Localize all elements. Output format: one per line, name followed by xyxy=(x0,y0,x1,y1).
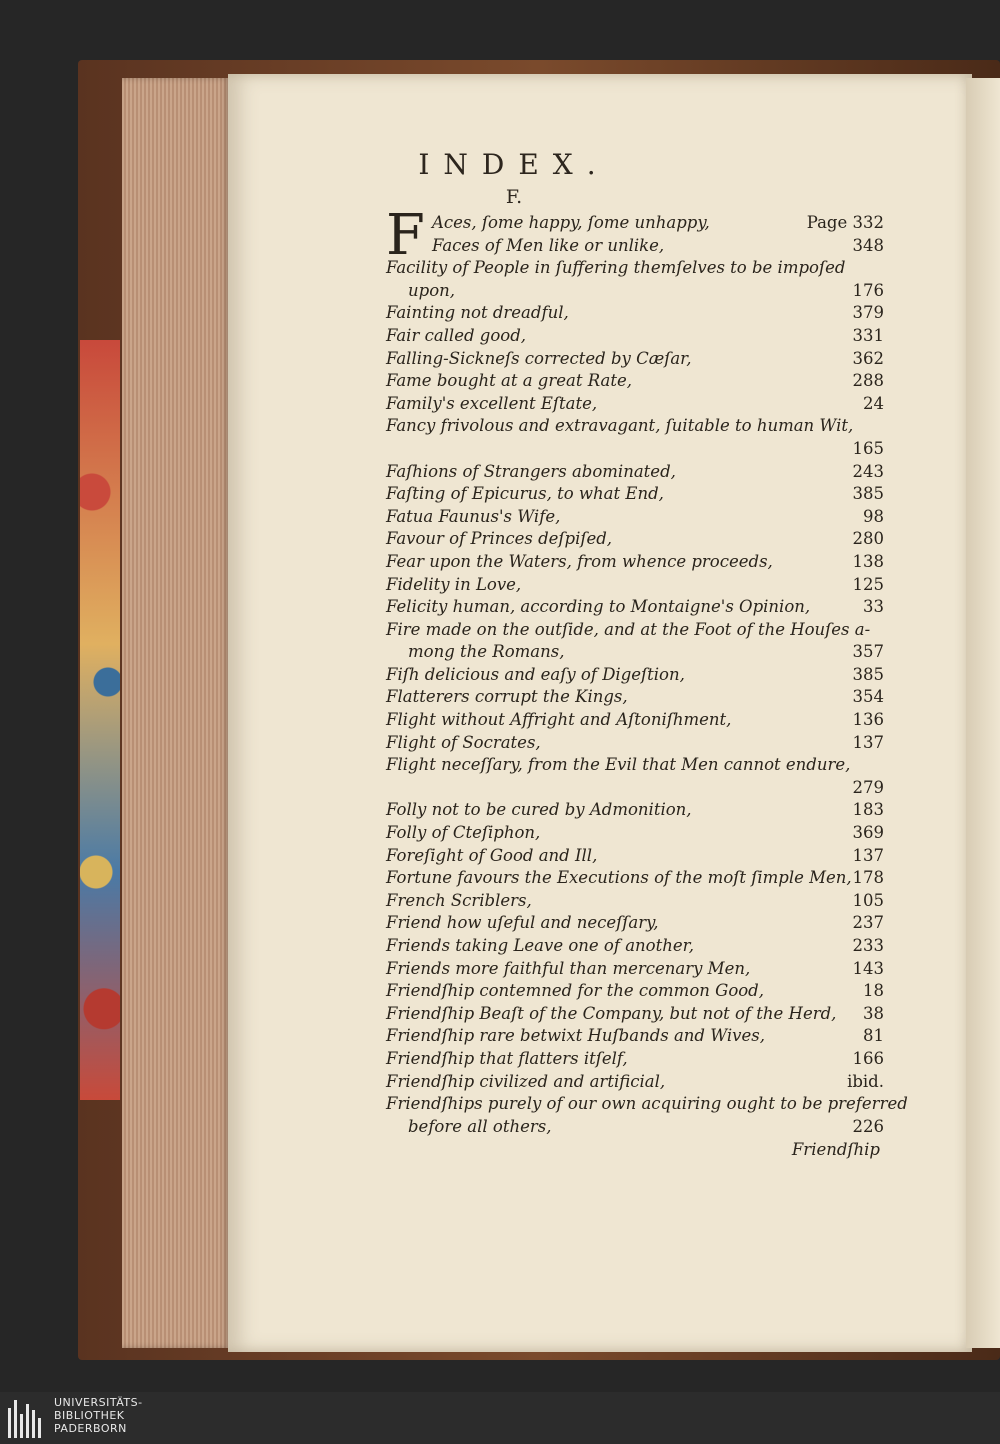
index-entry xyxy=(386,732,884,755)
page-title: INDEX. xyxy=(418,148,610,181)
entry-text: Friends taking Leave one of another, xyxy=(386,936,694,955)
entry-page: 354 xyxy=(852,687,884,707)
entry-text: Friendſhip Beaſt of the Company, but not of the Herd, xyxy=(386,1003,837,1023)
entry-page: 166 xyxy=(852,1048,884,1068)
index-entry xyxy=(386,1025,884,1048)
catchword: Friendſhip xyxy=(791,1140,880,1159)
entry-page: 379 xyxy=(852,303,884,323)
index-entry xyxy=(386,302,884,325)
entry-text: Fiſh delicious and eaſy of Digeſtion, xyxy=(386,664,685,684)
index-entry xyxy=(386,415,884,438)
entry-page: 183 xyxy=(852,800,884,820)
entry-page: 288 xyxy=(852,371,884,391)
index-entry xyxy=(386,483,884,506)
entry-text: Fair called good, xyxy=(386,325,527,345)
entry-page: 279 xyxy=(852,777,884,797)
index-entry xyxy=(386,235,884,258)
entry-text: Faſhions of Strangers abominated, xyxy=(386,461,676,481)
entry-page: 138 xyxy=(852,551,884,571)
entry-text: Falling-Sickneſs corrected by Cæſar, xyxy=(386,348,692,368)
entry-text: Friendſhip rare betwixt Huſbands and Wives, xyxy=(386,1026,765,1046)
entry-text: Friendſhip contemned for the common Good, xyxy=(386,981,764,1001)
index-entry xyxy=(386,641,884,664)
index-entry xyxy=(386,1003,884,1026)
entry-text: Friends more faithful than mercenary Men, xyxy=(386,958,751,978)
entry-page: Page 332 xyxy=(806,213,884,232)
index-entry xyxy=(386,686,884,709)
library-name-line: BIBLIOTHEK xyxy=(54,1409,125,1422)
entry-page: 98 xyxy=(863,506,884,526)
entry-text: Family's excellent Eſtate, xyxy=(386,393,598,413)
library-name-line: UNIVERSITÄTS- xyxy=(54,1396,143,1409)
index-entry xyxy=(386,845,884,868)
entry-page: ibid. xyxy=(847,1071,884,1091)
index-entry xyxy=(386,325,884,348)
entry-text: Aces, ſome happy, ſome unhappy, xyxy=(432,213,710,232)
entry-text: Fortune favours the Executions of the moſt ſimple Men, xyxy=(386,868,852,888)
entry-text: Facility of People in ſuffering themſelves to be impoſed xyxy=(386,258,846,278)
entry-text: Flatterers corrupt the Kings, xyxy=(386,687,628,707)
entry-text: Fainting not dreadful, xyxy=(386,303,569,323)
marbled-endpaper xyxy=(80,340,120,1100)
entry-page: 178 xyxy=(852,868,884,888)
index-entry xyxy=(386,393,884,416)
entry-page: 176 xyxy=(852,280,884,300)
index-entry xyxy=(386,1093,908,1116)
entry-text: Fame bought at a great Rate, xyxy=(386,371,633,391)
entry-page: 105 xyxy=(852,890,884,910)
index-entry xyxy=(386,754,884,777)
entry-text: Friend how uſeful and neceſſary, xyxy=(386,913,659,933)
index-entry xyxy=(386,212,884,235)
entry-page: 331 xyxy=(852,325,884,345)
index-entry xyxy=(386,867,884,890)
entry-text: Flight without Affright and Aſtoniſhment, xyxy=(386,710,732,730)
index-entry xyxy=(386,1116,884,1139)
page-edges xyxy=(122,78,230,1348)
entry-text: French Scriblers, xyxy=(386,890,532,910)
entry-page: 137 xyxy=(852,845,884,865)
index-entries xyxy=(386,212,908,1138)
drop-capital: F xyxy=(386,203,425,268)
index-entry xyxy=(386,506,884,529)
entry-text: Fire made on the outſide, and at the Foot of the Houſes a- xyxy=(386,619,871,639)
entry-text: Fatua Faunus's Wife, xyxy=(386,506,561,526)
index-entry xyxy=(386,664,884,687)
index-entry xyxy=(386,1071,884,1094)
library-logo-icon xyxy=(8,1398,46,1438)
entry-text: Fidelity in Love, xyxy=(386,574,522,594)
index-entry xyxy=(386,912,884,935)
index-entry xyxy=(386,438,884,461)
index-entry xyxy=(386,619,884,642)
library-footer xyxy=(0,1392,1000,1444)
entry-page: 233 xyxy=(852,936,884,955)
facing-page-edge xyxy=(966,78,1000,1348)
index-entry xyxy=(386,528,884,551)
entry-page: 357 xyxy=(852,642,884,662)
entry-text: Felicity human, according to Montaigne's Opinion, xyxy=(386,597,811,617)
entry-page: 125 xyxy=(852,574,884,594)
index-entry xyxy=(386,777,884,800)
entry-text: Friendſhip civilized and artificial, xyxy=(386,1071,666,1091)
entry-page: 226 xyxy=(852,1116,884,1136)
library-name xyxy=(54,1396,143,1435)
entry-page: 143 xyxy=(852,958,884,978)
index-entry xyxy=(386,980,884,1003)
index-entry xyxy=(386,1048,884,1071)
index-entry xyxy=(386,799,884,822)
index-entry xyxy=(386,257,884,280)
entry-page: 24 xyxy=(863,393,884,413)
entry-page: 33 xyxy=(863,597,884,617)
entry-page: 136 xyxy=(852,710,884,730)
entry-text: Foreſight of Good and Ill, xyxy=(386,845,598,865)
entry-text: before all others, xyxy=(408,1116,552,1136)
entry-text: Fear upon the Waters, from whence proceeds, xyxy=(386,551,773,571)
entry-text: Flight neceſſary, from the Evil that Men cannot endure, xyxy=(386,755,851,775)
entry-page: 38 xyxy=(863,1003,884,1023)
entry-text: Flight of Socrates, xyxy=(386,732,541,752)
section-letter: F. xyxy=(505,186,523,208)
entry-page: 280 xyxy=(852,529,884,549)
entry-text: upon, xyxy=(408,280,455,300)
entry-page: 243 xyxy=(852,461,884,481)
index-entry xyxy=(386,822,884,845)
index-entry xyxy=(386,280,884,303)
entry-text: Faſting of Epicurus, to what End, xyxy=(386,484,664,504)
index-entry xyxy=(386,890,884,913)
entry-page: 362 xyxy=(852,348,884,368)
entry-page: 348 xyxy=(852,235,884,255)
index-entry xyxy=(386,596,884,619)
index-entry xyxy=(386,574,884,597)
entry-text: Friendſhip that flatters itſelf, xyxy=(386,1048,628,1068)
index-entry xyxy=(386,935,884,958)
entry-page: 165 xyxy=(852,438,884,458)
entry-page: 385 xyxy=(852,664,884,684)
entry-page: 137 xyxy=(852,732,884,752)
entry-text: mong the Romans, xyxy=(408,642,565,662)
entry-text: Friendſhips purely of our own acquiring ought to be preferred xyxy=(386,1094,908,1114)
entry-page: 385 xyxy=(852,484,884,504)
entry-text: Favour of Princes deſpiſed, xyxy=(386,529,613,549)
index-entry xyxy=(386,461,884,484)
entry-text: Folly not to be cured by Admonition, xyxy=(386,800,692,820)
library-name-line: PADERBORN xyxy=(54,1422,127,1435)
entry-page: 237 xyxy=(852,913,884,933)
entry-page: 18 xyxy=(863,981,884,1001)
index-entry xyxy=(386,709,884,732)
entry-page: 369 xyxy=(852,823,884,843)
index-entry xyxy=(386,370,884,393)
index-entry xyxy=(386,551,884,574)
entry-text: Faces of Men like or unlike, xyxy=(432,235,665,255)
index-entry xyxy=(386,348,884,371)
entry-page: 81 xyxy=(863,1026,884,1046)
entry-text: Fancy frivolous and extravagant, ſuitable to human Wit, xyxy=(386,416,854,436)
entry-text: Folly of Cteſiphon, xyxy=(386,823,541,843)
index-entry xyxy=(386,958,884,981)
